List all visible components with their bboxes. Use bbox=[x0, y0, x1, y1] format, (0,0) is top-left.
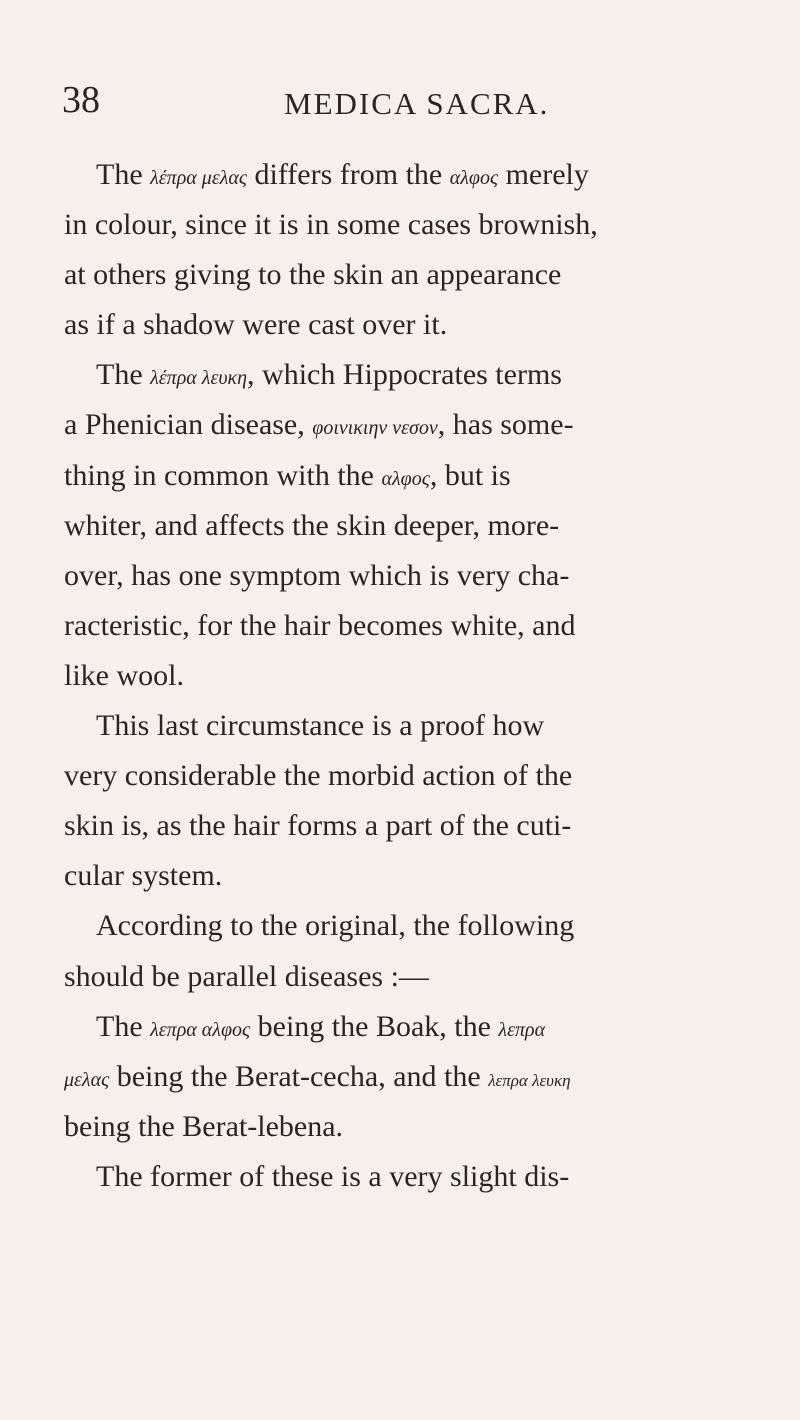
text-run: very considerable the morbid action of the bbox=[64, 759, 573, 793]
text-line bbox=[64, 851, 754, 901]
page-number: 38 bbox=[62, 79, 100, 121]
text-line bbox=[64, 701, 754, 751]
greek-term: λεπρα αλφος bbox=[150, 1018, 251, 1041]
text-run: The bbox=[96, 358, 151, 392]
body-text bbox=[64, 150, 754, 1202]
text-run: in colour, since it is in some cases brownish, bbox=[64, 208, 598, 242]
text-run: , which Hippocrates terms bbox=[247, 358, 562, 392]
text-run: The bbox=[96, 158, 151, 191]
text-run: at others giving to the skin an appearance bbox=[64, 258, 562, 292]
text-run: whiter, and affects the skin deeper, more- bbox=[64, 508, 560, 542]
text-line bbox=[64, 1052, 754, 1102]
text-run: merely bbox=[498, 158, 589, 191]
text-run: being the Berat-lebena. bbox=[64, 1109, 344, 1143]
text-line bbox=[64, 250, 754, 300]
text-run: as if a shadow were cast over it. bbox=[64, 308, 448, 342]
text-line bbox=[64, 1102, 754, 1152]
greek-term: λέπρα λευκη bbox=[150, 367, 248, 390]
text-run: being the Berat-cecha, and the bbox=[109, 1059, 489, 1093]
text-line bbox=[64, 150, 754, 200]
greek-term: λεπρα bbox=[498, 1018, 546, 1041]
text-line bbox=[64, 501, 754, 551]
text-line bbox=[64, 601, 754, 651]
text-line bbox=[64, 400, 754, 450]
greek-term: λέπρα μελας bbox=[150, 167, 247, 189]
text-run: , but is bbox=[429, 458, 511, 492]
text-run: , has some- bbox=[437, 408, 574, 442]
greek-term: λεπρα λευκη bbox=[488, 1070, 571, 1090]
greek-term: αλφος bbox=[381, 467, 430, 490]
running-title: MEDICA SACRA. bbox=[284, 86, 550, 121]
text-run: should be parallel diseases :— bbox=[64, 959, 429, 993]
text-line bbox=[64, 1152, 754, 1202]
greek-term: μελας bbox=[64, 1068, 110, 1091]
text-line bbox=[64, 350, 754, 400]
text-run: The bbox=[96, 1009, 151, 1043]
text-line bbox=[64, 801, 754, 851]
text-line bbox=[64, 952, 754, 1002]
text-run: a Phenician disease, bbox=[64, 408, 313, 442]
text-run: cular system. bbox=[64, 859, 223, 893]
text-line bbox=[64, 200, 754, 250]
text-run: thing in common with the bbox=[64, 458, 382, 492]
text-run: racteristic, for the hair becomes white, and bbox=[64, 608, 576, 642]
text-line bbox=[64, 300, 754, 350]
text-run: differs from the bbox=[247, 158, 450, 191]
text-line bbox=[64, 451, 754, 501]
text-line bbox=[64, 551, 754, 601]
text-run: skin is, as the hair forms a part of the cuti- bbox=[64, 809, 572, 843]
text-line bbox=[64, 751, 754, 801]
text-run: over, has one symptom which is very cha- bbox=[64, 558, 570, 592]
text-line bbox=[64, 901, 754, 951]
text-run: According to the original, the following bbox=[96, 909, 575, 943]
text-line bbox=[64, 651, 754, 701]
greek-term: αλφος bbox=[449, 167, 499, 189]
text-line bbox=[64, 1002, 754, 1052]
text-run: This last circumstance is a proof how bbox=[96, 709, 545, 743]
text-run: being the Boak, the bbox=[250, 1009, 499, 1043]
text-run: like wool. bbox=[64, 658, 184, 692]
greek-term: φοινικιην νεσον bbox=[312, 417, 438, 440]
text-run: The former of these is a very slight dis- bbox=[96, 1159, 570, 1193]
